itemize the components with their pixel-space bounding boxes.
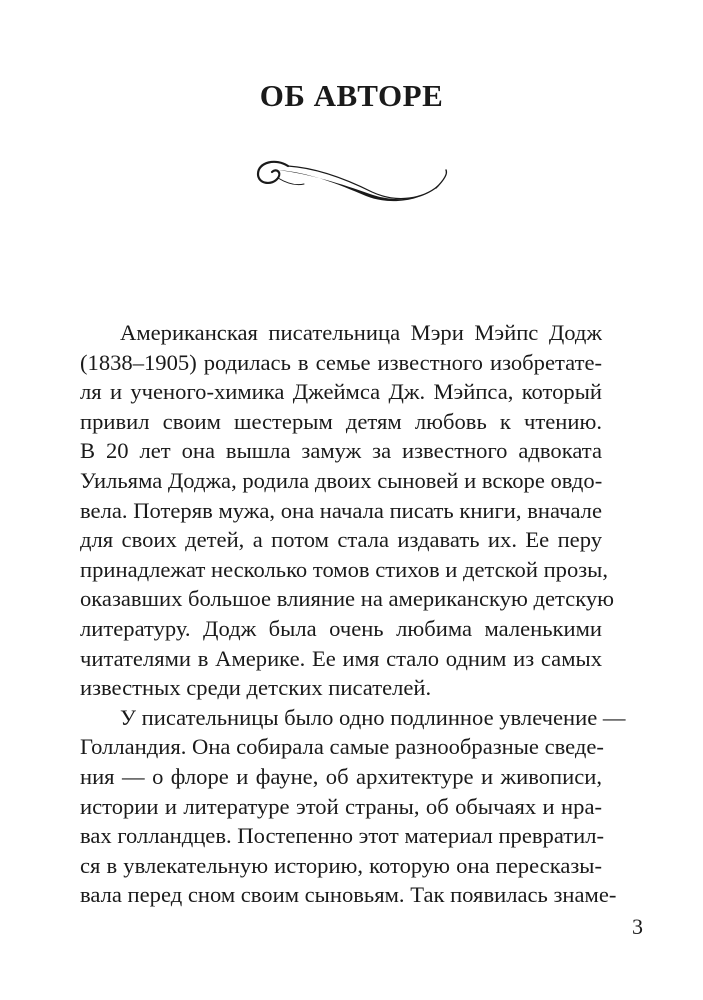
text-line: истории и литературе этой страны, об обычаях и нра-	[80, 793, 602, 819]
flourish-ornament-icon	[248, 150, 456, 210]
text-line: привил своим шестерым детям любовь к чтению.	[80, 408, 602, 434]
text-line: принадлежат несколько томов стихов и детской прозы,	[80, 556, 609, 582]
text-line: вах голландцев. Постепенно этот материал превратил-	[80, 823, 605, 849]
page-title: ОБ АВТОРЕ	[259, 78, 444, 113]
text-line: вела. Потеряв мужа, она начала писать книги, вначале	[80, 497, 602, 523]
text-line: вала перед сном своим сыновьям. Так появилась знаме-	[80, 882, 617, 908]
text-line: для своих детей, а потом стала издавать их. Ее перу	[80, 527, 602, 553]
text-line: ния — о флоре и фауне, об архитектуре и живописи,	[80, 763, 602, 789]
text-line: ля и ученого-химика Джеймса Дж. Мэйпса, который	[80, 379, 602, 405]
text-line: В 20 лет она вышла замуж за известного адвоката	[80, 438, 602, 464]
text-line: оказавших большое влияние на американскую детскую	[80, 586, 615, 612]
text-line: У писательницы было одно подлинное увлечение —	[120, 704, 626, 730]
text-line: литературу. Додж была очень любима маленькими	[80, 615, 602, 641]
body-text	[80, 318, 626, 910]
page-number: 3	[632, 914, 643, 939]
text-line: Уильяма Доджа, родила двоих сыновей и вскоре овдо-	[80, 467, 603, 493]
text-line: Американская писательница Мэри Мэйпс Додж	[120, 320, 602, 345]
text-line: (1838–1905) родилась в семье известного изобретате-	[80, 349, 602, 375]
text-line: Голландия. Она собирала самые разнообразные сведе-	[80, 734, 604, 760]
text-line: читателями в Америке. Ее имя стало одним из самых	[80, 645, 602, 671]
text-line: известных среди детских писателей.	[80, 675, 432, 701]
text-line: ся в увлекательную историю, которую она пересказы-	[80, 852, 602, 878]
